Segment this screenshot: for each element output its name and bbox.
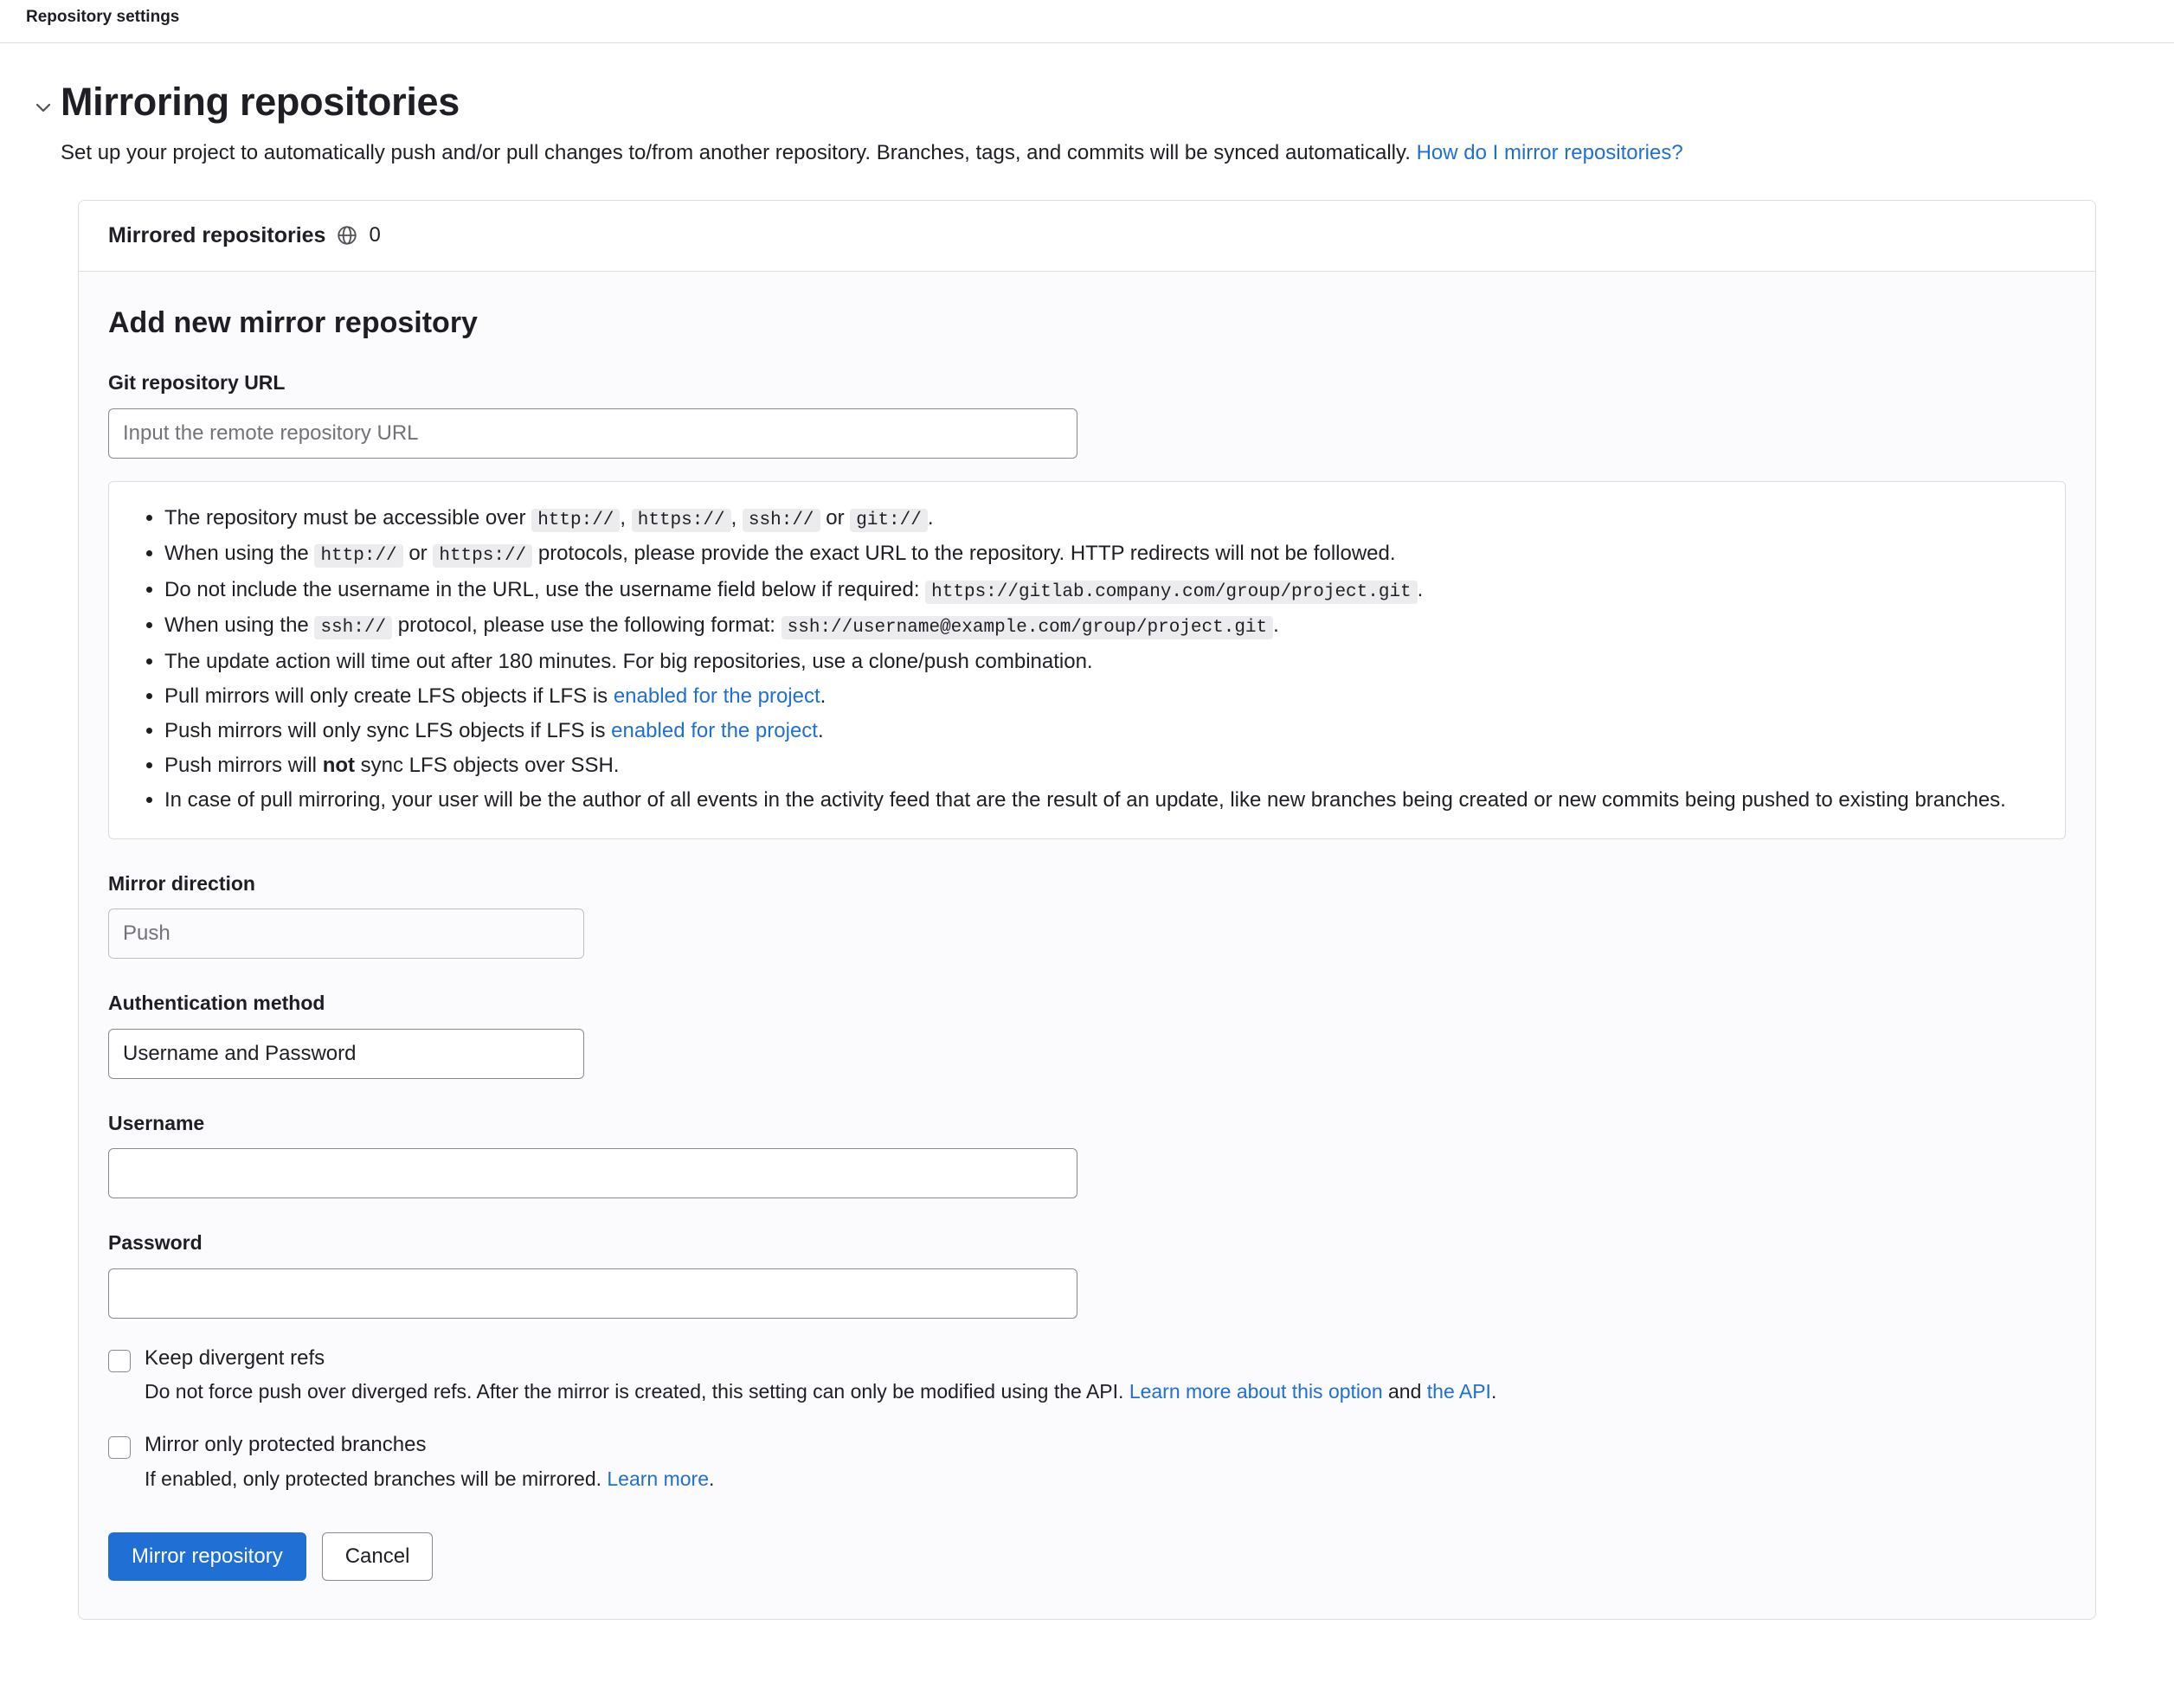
password-field [108,1228,2066,1319]
mirror-notes [108,481,2066,839]
add-mirror-form [79,272,2095,1619]
note-text: . [820,684,827,708]
note-text: Pull mirrors will only create LFS objects if LFS is [164,684,614,708]
help-text: and [1382,1380,1427,1403]
note-item [164,537,2039,571]
note-code: https:// [632,509,731,532]
protected-branches-label[interactable]: Mirror only protected branches [145,1433,427,1457]
auth-method-label: Authentication method [108,992,325,1015]
note-item: • In case of pull mirroring, your user will be the author of all events in the activity feed that are the result of an update, like new branches being created or new commits being pushed to existing branches. [164,784,2039,816]
note-item [164,574,2039,607]
settings-page [0,43,2174,1620]
mirror-direction-select[interactable]: Push [108,909,584,959]
note-code: http:// [531,509,620,532]
note-text: , [730,505,743,530]
breadcrumb-label: Repository settings [26,8,180,26]
help-text: Do not force push over diverged refs. After the mirror is created, this setting can only be modified using the API. [145,1380,1129,1403]
note-code: ssh://username@example.com/group/project.git [781,616,1274,639]
note-text: Push mirrors will only sync LFS objects if LFS is [164,719,612,743]
note-text: When using the [164,542,315,566]
auth-method-select[interactable]: Username and Password [108,1029,584,1079]
keep-divergent-refs-row [108,1345,2066,1406]
note-item [164,609,2039,643]
mirror-direction-field [108,869,2066,960]
git-url-input[interactable] [108,408,1077,459]
note-code: git:// [850,509,928,532]
lfs-project-link[interactable]: enabled for the project [613,684,820,708]
auth-method-field [108,988,2066,1079]
keep-divergent-refs-help [145,1377,2066,1405]
username-field [108,1108,2066,1199]
globe-icon [336,224,358,247]
note-text: Do not include the username in the URL, use the username field below if required: [164,577,926,601]
mirrored-count: 0 [369,223,381,247]
mirroring-section-header [26,43,2148,169]
note-text: protocol, please use the following format: [392,613,781,638]
note-item [164,715,2039,747]
card-header-title: Mirrored repositories [108,222,326,247]
password-label: Password [108,1231,203,1255]
note-text: or [402,542,434,566]
note-emphasis: not [322,754,355,778]
form-actions [108,1532,2066,1581]
note-code: https:// [433,544,532,568]
note-item [164,502,2039,536]
chevron-down-icon[interactable] [26,78,61,118]
lfs-project-link[interactable]: enabled for the project [611,719,818,743]
keep-divergent-refs-checkbox[interactable] [108,1350,131,1372]
mirror-help-link[interactable]: How do I mirror repositories? [1416,140,1683,164]
note-item: • The update action will time out after 180 minutes. For big repositories, use a clone/push combination. [164,645,2039,677]
note-text: protocols, please provide the exact URL to the repository. HTTP redirects will not be followed. [532,542,1396,566]
help-text: If enabled, only protected branches will be mirrored. [145,1467,608,1490]
breadcrumb [0,0,2174,43]
note-text: , [620,505,632,530]
help-text: . [709,1467,715,1490]
form-title: Add new mirror repository [108,306,478,340]
note-code: ssh:// [743,509,820,532]
learn-more-option-link[interactable]: Learn more about this option [1129,1380,1383,1403]
password-input[interactable] [108,1268,1077,1319]
note-text: . [927,505,934,530]
mirror-direction-label: Mirror direction [108,871,255,895]
username-label: Username [108,1111,205,1134]
note-text: The repository must be accessible over [164,505,532,530]
protected-branches-row [108,1431,2066,1493]
protected-branches-checkbox[interactable] [108,1436,131,1459]
protected-branches-help [145,1465,2066,1493]
help-text: . [1490,1380,1497,1403]
note-text: . [1417,577,1424,601]
note-text: . [1273,613,1279,638]
note-text: . [817,719,824,743]
section-description [61,138,2148,169]
learn-more-protected-link[interactable]: Learn more [607,1467,710,1490]
note-item [164,680,2039,712]
cancel-button[interactable]: Cancel [322,1532,434,1581]
note-text: When using the [164,613,315,638]
section-description-text: Set up your project to automatically push and/or pull changes to/from another repository. Branches, tags, and commits will be synced automatically. [61,140,1411,164]
git-url-label: Git repository URL [108,371,286,395]
keep-divergent-refs-label[interactable]: Keep divergent refs [145,1345,325,1370]
note-text: Push mirrors will [164,754,323,778]
mirror-repository-button[interactable]: Mirror repository [108,1532,306,1581]
note-code: http:// [314,544,402,568]
api-link[interactable]: the API [1426,1380,1491,1403]
username-input[interactable] [108,1148,1077,1198]
note-text: or [820,505,851,530]
page-title: Mirroring repositories [61,79,460,124]
note-item [164,749,2039,781]
card-header [79,201,2095,273]
note-code: https://gitlab.company.com/group/project.git [925,581,1418,604]
note-code: ssh:// [314,616,392,639]
mirrored-repositories-card [78,200,2096,1620]
note-text: sync LFS objects over SSH. [355,754,620,778]
